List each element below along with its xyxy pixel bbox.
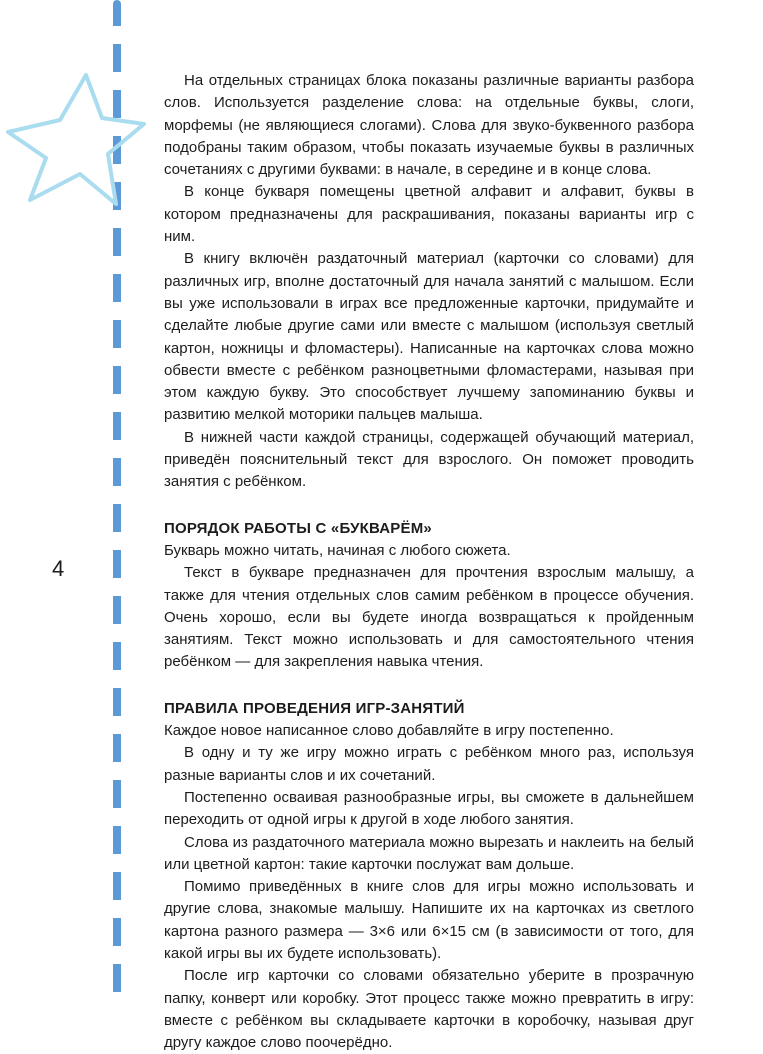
intro-paragraph: На отдельных страницах блока показаны различные варианты разбора слов. Используется разделение слова: на отдельные буквы, слоги, морфемы (не являющиеся слогами). Слова для звуко-буквенного разбора подобраны таким образом, чтобы показать изучаемые буквы в различных сочетаниях с другими буквами: в начале, в середине и в конце слова. [164,72,694,179]
section-paragraph: Помимо приведённых в книге слов для игры можно использовать и другие слова, знакомые малышу. Напишите их на карточках из светлого картона разного размера — 3×6 или 6×15 см (в зависимости от того, для какой игры вы их будете использовать). [164,878,694,962]
section-paragraph: Слова из раздаточного материала можно вырезать и наклеить на белый или цветной картон: такие карточки послужат вам дольше. [164,833,694,873]
section-paragraph: В одну и ту же игру можно играть с ребёнком много раз, используя разные варианты слов и их сочетаний. [164,744,694,784]
section-lead: Каждое новое написанное слово добавляйте в игру постепенно. [164,722,614,740]
section-paragraph: Текст в букваре предназначен для прочтения взрослым малышу, а также для чтения отдельных слов самим ребёнком в процессе обучения. Очень хорошо, если вы будете иногда возвращаться к пройденным занятиям. Текст можно использовать и для самостоятельного чтения ребёнком — для закрепления навыка чтения. [164,564,694,671]
section-heading-rules: ПРАВИЛА ПРОВЕДЕНИЯ ИГР-ЗАНЯТИЙ [164,699,465,717]
page-body [164,70,694,1054]
section-paragraph: Постепенно осваивая разнообразные игры, вы сможете в дальнейшем переходить от одной игры к другой в ходе любого занятия. [164,788,694,829]
page-number: 4 [52,556,65,581]
section-lead: Букварь можно читать, начиная с любого сюжета. [164,541,511,559]
intro-paragraph: В нижней части каждой страницы, содержащей обучающий материал, приведён пояснительный текст для взрослого. Он поможет проводить занятия с ребёнком. [164,428,694,491]
section-heading-order: ПОРЯДОК РАБОТЫ С «БУКВАРЁМ» [164,519,432,537]
intro-paragraph: В конце букваря помещены цветной алфавит и алфавит, буквы в котором предназначены для раскрашивания, показаны варианты игр с ним. [164,183,694,246]
star-outline-icon [0,62,150,212]
intro-paragraph: В книгу включён раздаточный материал (карточки со словами) для различных игр, вполне достаточный для начала занятий с малышом. Если вы уже использовали в играх все предложенные карточки, придумайте и сделайте любые другие сами или вместе с малышом (используя светлый картон, ножницы и фломастеры). Написанные на карточках слова можно обвести вместе с ребёнком разноцветными фломастерами, называя при этом каждую букву. Это способствует лучшему запоминанию буквы и развитию мелкой моторики пальцев малыша. [164,250,694,424]
section-paragraph: После игр карточки со словами обязательно уберите в прозрачную папку, конверт или коробку. Этот процесс также можно превратить в игру: вместе с ребёнком вы складываете карточки в коробочку, называя друг другу каждое слово поочерёдно. [164,967,694,1052]
